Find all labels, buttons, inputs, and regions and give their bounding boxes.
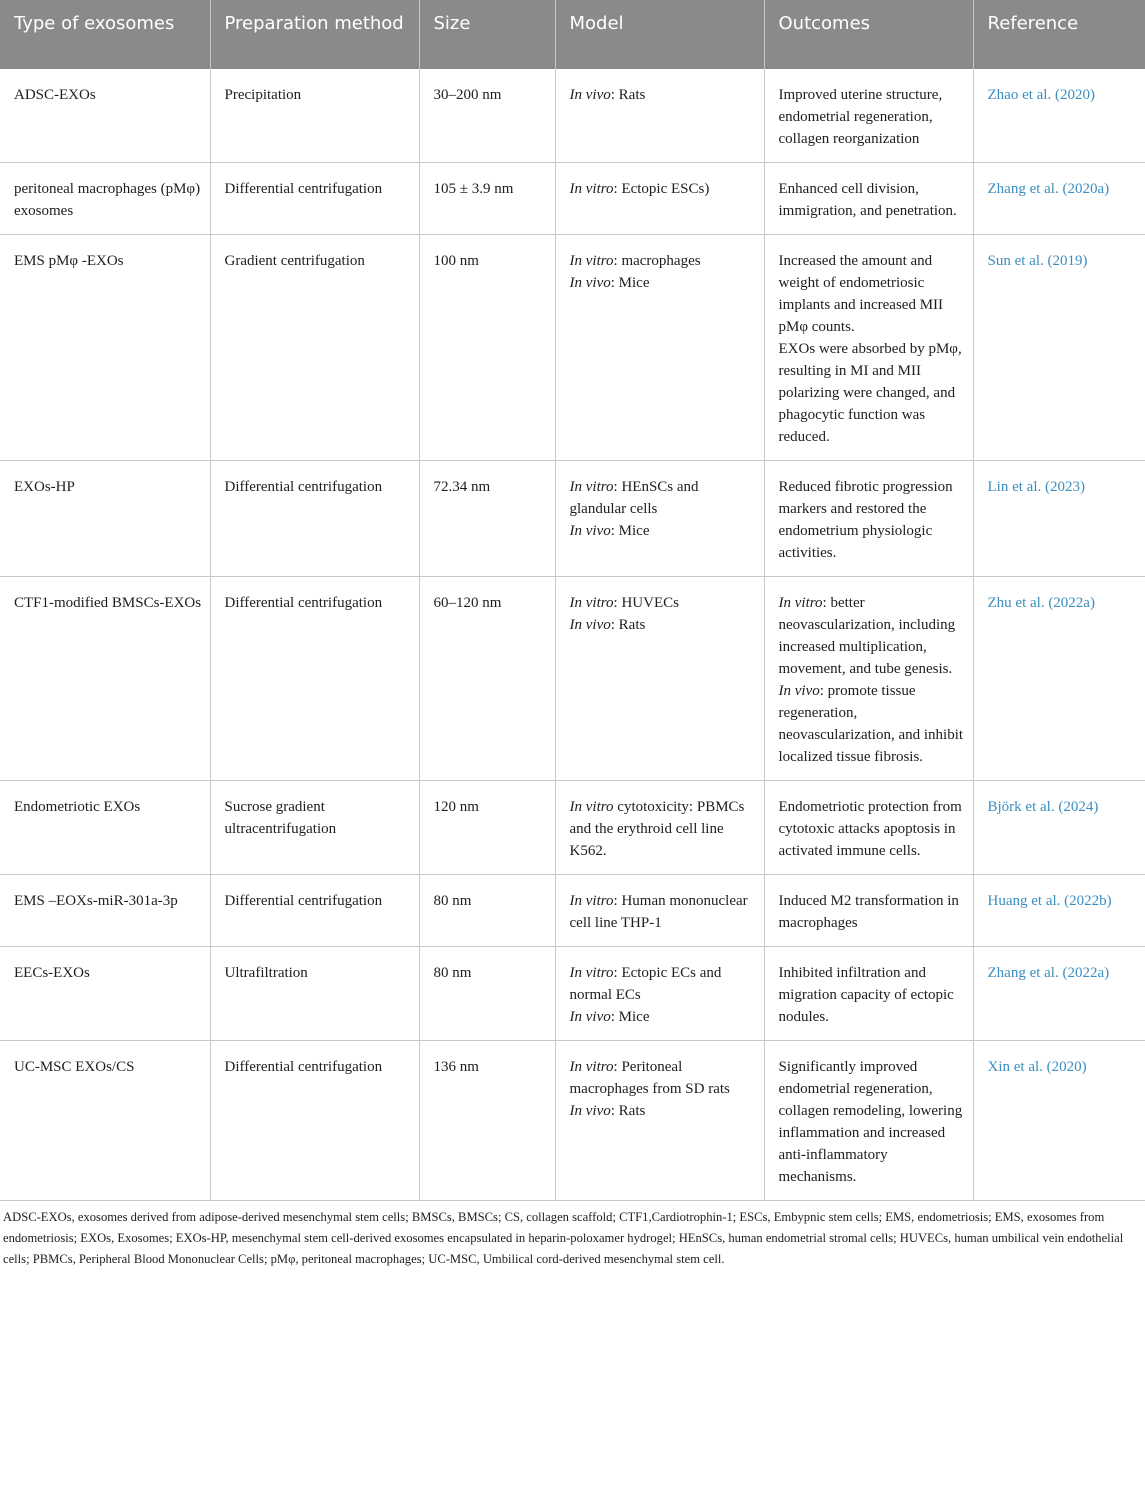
- cell-model: [555, 781, 764, 875]
- model-label: In vitro: [569, 253, 614, 269]
- model-text: : Mice: [610, 1009, 650, 1025]
- outcome-line: [779, 962, 965, 1028]
- model-line: [570, 250, 756, 272]
- model-text: : Rats: [610, 87, 646, 103]
- cell-method: Differential centrifugation: [210, 577, 419, 781]
- model-text: : Ectopic ESCs): [613, 181, 710, 197]
- cell-reference: [973, 461, 1145, 577]
- reference-link[interactable]: Lin et al. (2023): [987, 479, 1085, 495]
- cell-outcomes: [764, 577, 973, 781]
- model-line: [570, 592, 756, 614]
- cell-type: Endometriotic EXOs: [0, 781, 210, 875]
- outcome-text: Inhibited infiltration and migration capacity of ectopic nodules.: [778, 965, 954, 1025]
- cell-type: EMS pMφ -EXOs: [0, 235, 210, 461]
- cell-outcomes: [764, 235, 973, 461]
- header-type: Type of exosomes: [0, 0, 210, 69]
- cell-size: 80 nm: [419, 875, 555, 947]
- cell-model: [555, 875, 764, 947]
- cell-size: 136 nm: [419, 1041, 555, 1201]
- outcome-line: [779, 1056, 965, 1188]
- cell-model: [555, 235, 764, 461]
- cell-size: 30–200 nm: [419, 69, 555, 163]
- model-text: : HUVECs: [613, 595, 679, 611]
- cell-reference: [973, 875, 1145, 947]
- cell-reference: [973, 163, 1145, 235]
- model-line: [570, 1056, 756, 1100]
- table-header-row: [0, 0, 1145, 69]
- outcome-text: Enhanced cell division, immigration, and penetration.: [778, 181, 957, 219]
- table-row: [0, 69, 1145, 163]
- outcome-line: [779, 680, 965, 768]
- model-line: [570, 272, 756, 294]
- cell-method: Differential centrifugation: [210, 875, 419, 947]
- model-text: : Human mononuclear cell line THP-1: [569, 893, 748, 931]
- outcome-text: Reduced fibrotic progression markers and restored the endometrium physiologic activities.: [778, 479, 953, 561]
- cell-reference: [973, 69, 1145, 163]
- cell-outcomes: [764, 461, 973, 577]
- cell-method: Precipitation: [210, 69, 419, 163]
- cell-reference: [973, 781, 1145, 875]
- model-label: In vivo: [569, 1103, 611, 1119]
- model-line: [570, 890, 756, 934]
- model-text: : HEnSCs and glandular cells: [569, 479, 699, 517]
- outcome-line: [779, 476, 965, 564]
- table-row: [0, 947, 1145, 1041]
- outcome-label: In vivo: [778, 683, 820, 699]
- model-text: : Rats: [610, 1103, 646, 1119]
- cell-size: 120 nm: [419, 781, 555, 875]
- reference-link[interactable]: Xin et al. (2020): [987, 1059, 1087, 1075]
- cell-method: Differential centrifugation: [210, 461, 419, 577]
- model-label: In vivo: [569, 1009, 611, 1025]
- reference-link[interactable]: Zhu et al. (2022a): [987, 595, 1095, 611]
- cell-outcomes: [764, 69, 973, 163]
- model-text: : Ectopic ECs and normal ECs: [569, 965, 722, 1003]
- table-row: [0, 781, 1145, 875]
- outcome-line: [779, 338, 965, 448]
- cell-model: [555, 163, 764, 235]
- cell-method: Ultrafiltration: [210, 947, 419, 1041]
- model-line: [570, 1100, 756, 1122]
- cell-model: [555, 69, 764, 163]
- cell-type: EECs-EXOs: [0, 947, 210, 1041]
- model-text: : Mice: [610, 275, 650, 291]
- model-line: [570, 178, 756, 200]
- table-row: [0, 875, 1145, 947]
- model-line: [570, 796, 756, 862]
- cell-outcomes: [764, 1041, 973, 1201]
- cell-model: [555, 1041, 764, 1201]
- reference-link[interactable]: Zhang et al. (2020a): [987, 181, 1110, 197]
- header-model: Model: [555, 0, 764, 69]
- model-text: : Peritoneal macrophages from SD rats: [569, 1059, 730, 1097]
- model-label: In vivo: [569, 87, 611, 103]
- cell-method: Differential centrifugation: [210, 163, 419, 235]
- model-label: In vitro: [569, 799, 614, 815]
- model-label: In vitro: [569, 181, 614, 197]
- cell-method: Sucrose gradient ultracentrifugation: [210, 781, 419, 875]
- table-footnote: ADSC-EXOs, exosomes derived from adipose-derived mesenchymal stem cells; BMSCs, BMSCs; CS, collagen scaffold; CTF1,Cardiotrophin-1; ESCs, Embypnic stem cells; EMS, endometriosis; EMS, exosomes from endometriosis; EXOs, Exosomes; EXOs-HP, mesenchymal stem cell-derived exosomes encapsulated in heparin-poloxamer hydrogel; HEnSCs, human endometrial stromal cells; HUVECs, human umbilical vein endothelial cells; PBMCs, Peripheral Blood Mononuclear Cells; pMφ, peritoneal macrophages; UC-MSC, Umbilical cord-derived mesenchymal stem cell.: [3, 1210, 1124, 1266]
- outcome-text: Endometriotic protection from cytotoxic attacks apoptosis in activated immune cells.: [778, 799, 962, 859]
- cell-size: 72.34 nm: [419, 461, 555, 577]
- cell-type: UC-MSC EXOs/CS: [0, 1041, 210, 1201]
- reference-link[interactable]: Zhang et al. (2022a): [987, 965, 1110, 981]
- cell-size: 60–120 nm: [419, 577, 555, 781]
- cell-outcomes: [764, 875, 973, 947]
- outcome-text: Improved uterine structure, endometrial regeneration, collagen reorganization: [778, 87, 943, 147]
- cell-outcomes: [764, 947, 973, 1041]
- cell-model: [555, 577, 764, 781]
- cell-outcomes: [764, 163, 973, 235]
- cell-model: [555, 461, 764, 577]
- cell-type: peritoneal macrophages (pMφ) exosomes: [0, 163, 210, 235]
- model-line: [570, 614, 756, 636]
- cell-type: EMS –EOXs-miR-301a-3p: [0, 875, 210, 947]
- header-size: Size: [419, 0, 555, 69]
- outcome-line: [779, 890, 965, 934]
- model-line: [570, 962, 756, 1006]
- model-label: In vitro: [569, 965, 614, 981]
- model-line: [570, 1006, 756, 1028]
- cell-outcomes: [764, 781, 973, 875]
- outcome-line: [779, 178, 965, 222]
- cell-size: 100 nm: [419, 235, 555, 461]
- model-label: In vivo: [569, 523, 611, 539]
- cell-size: 105 ± 3.9 nm: [419, 163, 555, 235]
- outcome-label: In vitro: [778, 595, 823, 611]
- cell-reference: [973, 235, 1145, 461]
- outcome-line: [779, 796, 965, 862]
- outcome-line: [779, 592, 965, 680]
- cell-reference: [973, 1041, 1145, 1201]
- table-row: [0, 1041, 1145, 1201]
- cell-type: ADSC-EXOs: [0, 69, 210, 163]
- table-row: [0, 577, 1145, 781]
- model-label: In vivo: [569, 275, 611, 291]
- outcome-line: [779, 84, 965, 150]
- outcome-line: [779, 250, 965, 338]
- reference-link[interactable]: Huang et al. (2022b): [987, 893, 1112, 909]
- cell-reference: [973, 947, 1145, 1041]
- outcome-text: : promote tissue regeneration, neovascularization, and inhibit localized tissue fibrosis.: [778, 683, 964, 765]
- table-row: [0, 235, 1145, 461]
- header-method: Preparation method: [210, 0, 419, 69]
- model-label: In vitro: [569, 893, 614, 909]
- cell-method: Differential centrifugation: [210, 1041, 419, 1201]
- model-line: [570, 84, 756, 106]
- header-reference: Reference: [973, 0, 1145, 69]
- model-label: In vitro: [569, 595, 614, 611]
- model-text: : Mice: [610, 523, 650, 539]
- outcome-text: EXOs were absorbed by pMφ, resulting in MI and MII polarizing were changed, and phagocytic function was reduced.: [778, 341, 962, 445]
- cell-type: EXOs-HP: [0, 461, 210, 577]
- reference-link[interactable]: Björk et al. (2024): [987, 799, 1099, 815]
- outcome-text: Significantly improved endometrial regeneration, collagen remodeling, lowering inflammation and increased anti-inflammatory mechanisms.: [778, 1059, 963, 1185]
- outcome-text: : better neovascularization, including increased multiplication, movement, and tube genesis.: [778, 595, 956, 677]
- table-row: [0, 461, 1145, 577]
- model-line: [570, 520, 756, 542]
- cell-type: CTF1-modified BMSCs-EXOs: [0, 577, 210, 781]
- model-text: cytotoxicity: PBMCs and the erythroid cell line K562.: [569, 799, 745, 859]
- header-outcomes: Outcomes: [764, 0, 973, 69]
- outcome-text: Increased the amount and weight of endometriosic implants and increased MII pMφ counts.: [778, 253, 944, 335]
- model-label: In vivo: [569, 617, 611, 633]
- reference-link[interactable]: Sun et al. (2019): [987, 253, 1088, 269]
- model-text: : Rats: [610, 617, 646, 633]
- model-label: In vitro: [569, 1059, 614, 1075]
- outcome-text: Induced M2 transformation in macrophages: [778, 893, 959, 931]
- table-row: [0, 163, 1145, 235]
- model-text: : macrophages: [613, 253, 701, 269]
- model-label: In vitro: [569, 479, 614, 495]
- model-line: [570, 476, 756, 520]
- cell-reference: [973, 577, 1145, 781]
- reference-link[interactable]: Zhao et al. (2020): [987, 87, 1095, 103]
- cell-model: [555, 947, 764, 1041]
- cell-method: Gradient centrifugation: [210, 235, 419, 461]
- cell-size: 80 nm: [419, 947, 555, 1041]
